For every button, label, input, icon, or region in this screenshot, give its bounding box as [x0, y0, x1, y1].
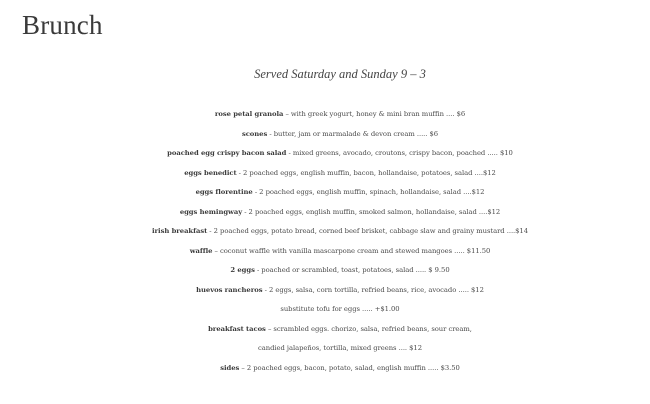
menu-item-eggs-florentine	[0, 183, 650, 203]
menu-item-eggs-benedict	[0, 164, 650, 184]
menu-item-description: - butter, jam or marmalade & devon cream ..... $6	[267, 129, 439, 138]
menu-list	[0, 105, 650, 378]
menu-item-description: - 2 poached eggs, potato bread, corned beef brisket, cabbage slaw and grainy mustard ....$14	[207, 227, 528, 235]
menu-item-name: rose petal granola	[214, 110, 284, 118]
menu-item-name: poached egg crispy bacon salad	[167, 149, 287, 157]
menu-item-description: - 2 poached eggs, english muffin, spinach, hollandaise, salad ....$12	[252, 188, 485, 196]
menu-item-eggs-hemingway	[0, 203, 650, 223]
menu-item-description: substitute tofu for eggs ..... +$1.00	[280, 305, 400, 313]
menu-item-rose-petal-granola	[0, 105, 650, 125]
menu-item-description: – scrambled eggs. chorizo, salsa, refried beans, sour cream,	[265, 324, 472, 333]
menu-item-breakfast-tacos	[0, 320, 650, 340]
menu-item-description: – 2 poached eggs, bacon, potato, salad, english muffin ..... $3.50	[239, 363, 460, 372]
menu-item-name: eggs florentine	[195, 188, 253, 196]
menu-item-huevos-rancheros	[0, 281, 650, 301]
menu-item-2-eggs	[0, 261, 650, 281]
menu-item-name: 2 eggs	[230, 266, 255, 274]
page-title: Brunch	[22, 10, 103, 40]
menu-item-description: - 2 eggs, salsa, corn tortilla, refried beans, rice, avocado ..... $12	[262, 285, 484, 294]
serving-hours: Served Saturday and Sunday 9 – 3	[254, 67, 426, 81]
menu-item-name: eggs hemingway	[179, 207, 243, 216]
menu-item-name: sides	[220, 363, 240, 372]
menu-item-name: waffle	[189, 246, 213, 255]
menu-item-name: eggs benedict	[184, 168, 237, 177]
menu-item-name: huevos rancheros	[196, 285, 263, 294]
menu-item-description: – with greek yogurt, honey & mini bran muffin .... $6	[283, 110, 466, 118]
menu-item-description: - poached or scrambled, toast, potatoes, salad ..... $ 9.50	[254, 266, 450, 274]
menu-item-irish-breakfast	[0, 222, 650, 242]
menu-item-description: candied jalapeños, tortilla, mixed greens .... $12	[258, 344, 422, 352]
menu-item-name: irish breakfast	[151, 227, 208, 235]
menu-item-description: - 2 poached eggs, english muffin, bacon, hollandaise, potatoes, salad ....$12	[236, 168, 496, 177]
menu-item-scones	[0, 125, 650, 145]
menu-item-tofu-substitute	[0, 300, 650, 320]
menu-item-description: - mixed greens, avocado, croutons, crispy bacon, poached ..... $10	[286, 149, 513, 157]
menu-item-name: breakfast tacos	[208, 324, 266, 333]
menu-item-description: - 2 poached eggs, english muffin, smoked salmon, hollandaise, salad ....$12	[242, 207, 501, 216]
menu-item-waffle	[0, 242, 650, 262]
menu-item-description: – coconut waffle with vanilla mascarpone cream and stewed mangoes ..... $11.50	[212, 246, 491, 255]
menu-item-name: scones	[241, 129, 268, 138]
menu-item-sides	[0, 359, 650, 379]
menu-item-breakfast-tacos-cont	[0, 339, 650, 359]
menu-item-poached-egg-salad	[0, 144, 650, 164]
